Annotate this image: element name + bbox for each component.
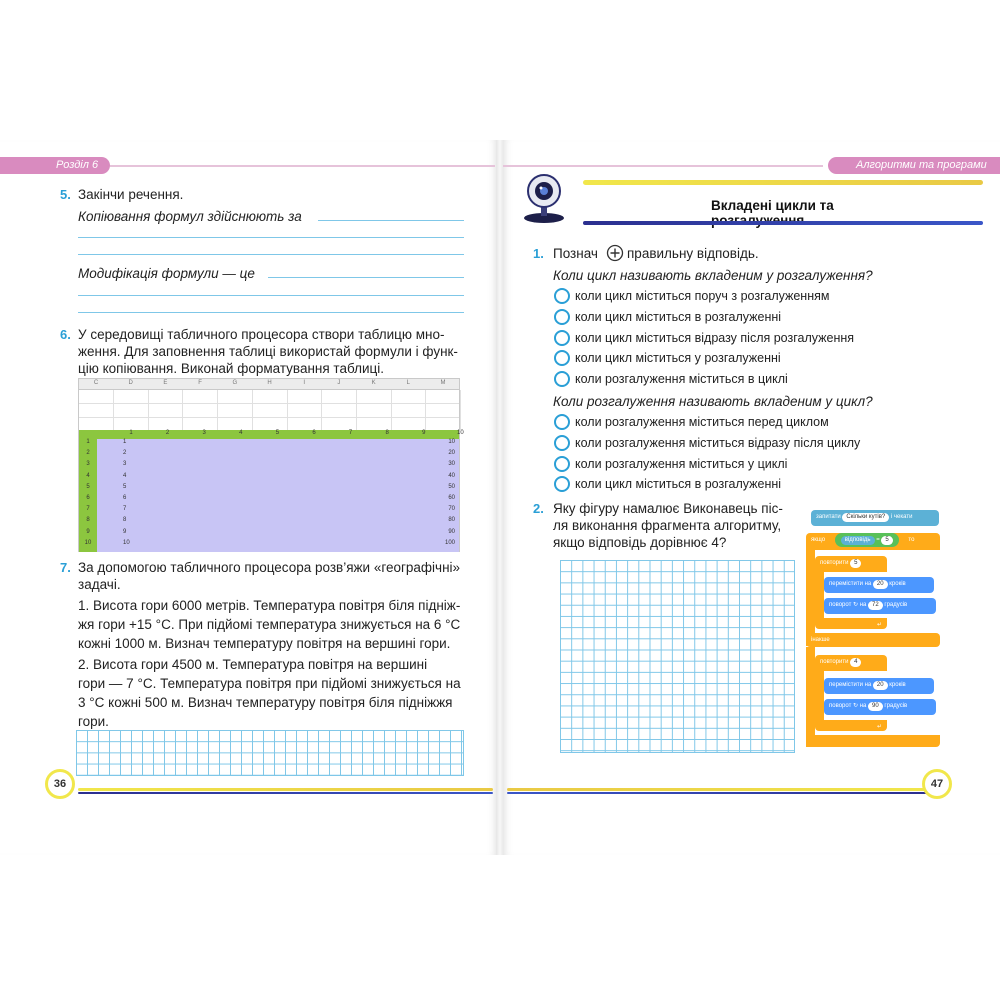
answer-radio[interactable] — [554, 288, 570, 304]
sheet-grid-line — [356, 390, 357, 430]
task-number: 7. — [60, 560, 71, 575]
block-input: 90 — [868, 702, 883, 711]
problem-text: гори — 7 °C. Температура повітря при підйомі знижується на — [78, 676, 461, 691]
sheet-row-number: 3 — [86, 461, 90, 468]
sheet-grid-line — [252, 390, 253, 430]
sheet-cell-value: 10 — [448, 439, 455, 445]
footer-line-yellow — [507, 788, 927, 791]
answer-option-label: коли розгалуження міститься перед циклом — [575, 415, 829, 429]
footer-line-yellow — [78, 788, 493, 791]
task-text: ження. Для заповнення таблиці використай формули і функ- — [78, 344, 458, 359]
task-text: Яку фігуру намалює Виконавець піс- — [553, 501, 783, 516]
sheet-cell-value: 40 — [448, 472, 455, 479]
open-book — [0, 140, 1000, 860]
rotate-right-icon: ↻ — [853, 703, 859, 709]
task-number: 2. — [533, 501, 544, 516]
task-number: 6. — [60, 327, 71, 342]
header-line — [110, 165, 495, 167]
section-tab-label: Розділ 6 — [56, 159, 99, 171]
lesson-title-box — [563, 180, 875, 228]
block-label: поворот — [829, 602, 852, 608]
sheet-column-letter: H — [267, 380, 272, 386]
task-text: цію копіювання. Виконай форматування таблиці. — [78, 361, 384, 376]
sheet-cell-value: 8 — [123, 517, 127, 524]
sheet-cell-value: 2 — [123, 450, 127, 457]
sheet-grid-line — [391, 390, 392, 430]
block-label: кроків — [889, 682, 906, 688]
answer-option-label: коли цикл міститься в розгалуженні — [575, 309, 782, 324]
question: Коли розгалуження називають вкладеним у цикл? — [553, 394, 873, 409]
sheet-cell-value: 80 — [448, 517, 455, 524]
sheet-column-letter: J — [337, 380, 341, 386]
block-label: і чекати — [890, 514, 913, 520]
section-tab — [0, 157, 110, 174]
title-bar-yellow — [583, 180, 983, 185]
block-input: 4 — [850, 658, 861, 667]
answer-line[interactable] — [78, 295, 464, 296]
sheet-cell-value: 10 — [123, 539, 130, 546]
footer-line-blue — [507, 792, 927, 794]
sheet-row-number: 8 — [86, 517, 90, 524]
sheet-column-letter: K — [371, 380, 376, 386]
repeat-block-end — [815, 618, 887, 629]
title-bar-blue — [583, 221, 983, 225]
task-prompt-end: правильну відповідь. — [627, 246, 759, 261]
left-page — [0, 140, 497, 855]
turn-block — [824, 598, 936, 614]
block-label: інакше — [811, 637, 830, 643]
repeat-block-arm — [815, 572, 824, 622]
sheet-cell-value: 100 — [444, 539, 455, 546]
sheet-cell-value: 30 — [448, 461, 455, 468]
answer-radio[interactable] — [554, 371, 570, 387]
answer-grid[interactable] — [76, 730, 464, 776]
sheet-grid-line — [217, 390, 218, 430]
answer-option-label: коли розгалуження міститься у циклі — [575, 456, 788, 471]
sheet-cell-value: 3 — [123, 461, 127, 468]
block-label: на — [859, 703, 867, 709]
problem-text: кожні 1000 м. Визнач температуру повітря на вершині гори. — [78, 636, 451, 651]
move-block — [824, 577, 934, 593]
block-label: кроків — [889, 581, 906, 587]
sheet-row-number: 10 — [84, 539, 92, 546]
block-input: 5 — [850, 559, 861, 568]
sheet-header-number: 10 — [457, 430, 464, 436]
task-number: 1. — [533, 246, 544, 261]
block-label: перемістити на — [829, 682, 872, 688]
sheet-cell-value: 9 — [123, 528, 127, 535]
sheet-cell-value: 7 — [123, 506, 127, 513]
answer-line[interactable] — [78, 237, 464, 238]
task-text: задачі. — [78, 577, 121, 592]
sentence-start: Копіювання формул здійснюють за — [78, 209, 302, 224]
sheet-row-number: 6 — [86, 495, 90, 501]
sheet-cell-value: 90 — [448, 528, 455, 535]
rotate-right-icon: ↻ — [853, 602, 859, 608]
sheet-cell-value: 50 — [448, 483, 455, 490]
if-block-end — [806, 735, 940, 747]
sheet-row-line — [79, 417, 459, 418]
block-label: запитати — [816, 514, 841, 520]
answer-radio[interactable] — [554, 309, 570, 325]
move-block — [824, 678, 934, 694]
sheet-grid-line — [287, 390, 288, 430]
block-label: поворот — [829, 703, 852, 709]
section-tab-label: Алгоритми та програми — [856, 159, 987, 171]
sheet-header-number: 2 — [165, 430, 170, 436]
answer-option-label: коли розгалуження міститься в циклі — [575, 372, 788, 387]
answer-option-label: коли цикл міститься відразу після розгалуження — [575, 330, 855, 345]
task-number: 5. — [60, 187, 71, 202]
repeat-block — [815, 556, 887, 572]
sheet-column-letter: F — [198, 380, 202, 386]
problem-text: гори. — [78, 714, 109, 729]
footer-line-blue — [78, 792, 493, 794]
block-input: Скільки кутів? — [842, 513, 889, 522]
sheet-column-letter: D — [128, 380, 133, 386]
sheet-row-number: 4 — [86, 472, 90, 479]
sheet-grid-line — [460, 390, 461, 430]
sheet-cell-value: 20 — [448, 450, 455, 457]
answer-line[interactable] — [318, 220, 464, 221]
sheet-grid-line — [113, 390, 114, 430]
spreadsheet-image — [78, 378, 464, 552]
sheet-header-number: 1 — [129, 430, 133, 436]
sheet-cell-value: 4 — [123, 472, 127, 479]
sentence-start: Модифікація формули — це — [78, 266, 255, 281]
task-text: якщо відповідь дорівнює 4? — [553, 535, 727, 550]
answer-reporter: відповідь — [841, 536, 875, 545]
if-block-arm — [806, 550, 815, 646]
block-input: 20 — [873, 580, 888, 589]
if-block — [806, 533, 940, 550]
sheet-row-line — [79, 403, 459, 404]
sheet-column-letter: G — [232, 380, 238, 386]
answer-radio[interactable] — [554, 350, 570, 366]
answer-radio[interactable] — [554, 435, 570, 451]
block-label: перемістити на — [829, 581, 872, 587]
answer-line[interactable] — [78, 254, 464, 255]
answer-line[interactable] — [268, 277, 464, 278]
sheet-grid-line — [148, 390, 149, 430]
question: Коли цикл називають вкладеним у розгалуження? — [553, 268, 873, 283]
section-tab — [828, 157, 1000, 174]
block-label: = — [876, 537, 880, 543]
sheet-column-letter: C — [93, 380, 99, 386]
block-label: повторити — [820, 659, 849, 665]
drawing-grid[interactable] — [560, 560, 795, 753]
repeat-block-arm — [815, 671, 824, 727]
sheet-grid-line — [321, 390, 322, 430]
ask-block — [811, 510, 939, 526]
block-label: на — [859, 602, 867, 608]
task-text: У середовищі табличного процесора створи таблицю мно- — [78, 327, 445, 342]
turn-block — [824, 699, 936, 715]
task-text: ля виконання фрагмента алгоритму, — [553, 518, 782, 533]
sheet-row-number: 2 — [86, 450, 90, 457]
block-label: градусів — [884, 703, 908, 709]
answer-line[interactable] — [78, 312, 464, 313]
lesson-title: Вкладені цикли та — [711, 198, 834, 213]
sheet-cell-value: 1 — [123, 439, 127, 445]
sheet-header-number: 4 — [239, 430, 243, 436]
block-input: 5 — [881, 536, 892, 545]
page-number: 47 — [922, 769, 952, 799]
sheet-column-letter: M — [440, 380, 446, 386]
sheet-header-number: 7 — [348, 430, 353, 436]
block-label: градусів — [884, 602, 908, 608]
block-label: повторити — [820, 560, 849, 566]
answer-radio[interactable] — [554, 476, 570, 492]
sheet-cell-value: 5 — [123, 483, 127, 490]
webcam-icon — [521, 172, 567, 224]
right-page — [503, 140, 1000, 855]
page-number: 36 — [45, 769, 75, 799]
problem-text: 2. Висота гори 4500 м. Температура повітря на вершині — [78, 657, 428, 672]
answer-option-label: коли цикл міститься в розгалуженні — [575, 477, 782, 492]
answer-radio[interactable] — [554, 414, 570, 430]
sheet-header-number: 9 — [422, 430, 426, 436]
sheet-cell-value: 60 — [448, 495, 455, 501]
task-prompt: Закінчи речення. — [78, 187, 184, 202]
sheet-row-number: 7 — [86, 506, 90, 513]
problem-text: 3 °C кожні 500 м. Визнач температуру повітря біля підніжжя — [78, 695, 453, 710]
sheet-cell-value: 70 — [448, 506, 455, 513]
answer-option-label: коли розгалуження міститься відразу після циклу — [575, 435, 861, 450]
sheet-header-number: 3 — [202, 430, 206, 436]
answer-radio[interactable] — [554, 456, 570, 472]
else-label — [806, 633, 940, 647]
block-label: то — [908, 537, 915, 543]
sheet-cell-value: 6 — [123, 495, 127, 501]
sheet-column-letter: I — [303, 380, 306, 386]
sheet-header-number: 8 — [385, 430, 389, 436]
sheet-row-number: 9 — [86, 528, 90, 535]
sheet-grid-line — [425, 390, 426, 430]
header-line — [503, 165, 823, 167]
problem-text: 1. Висота гори 6000 метрів. Температура повітря біля підніж- — [78, 598, 461, 613]
sheet-header-number: 6 — [312, 430, 316, 436]
sheet-row-number: 1 — [86, 439, 90, 445]
task-text: За допомогою табличного процесора розв’яжи «географічні» — [78, 560, 461, 575]
block-label: якщо — [811, 537, 826, 543]
sheet-header-number: 5 — [275, 430, 280, 436]
problem-text: жя гори +15 °C. При підйомі температура знижується на 6 °C — [78, 617, 461, 632]
repeat-block-end — [815, 720, 887, 731]
sheet-row-number: 5 — [86, 483, 90, 490]
block-input: 72 — [868, 601, 883, 610]
sheet-grid-line — [182, 390, 183, 430]
answer-option-label: коли цикл міститься поруч з розгалуженням — [575, 289, 830, 303]
sheet-column-letter: L — [406, 380, 410, 386]
repeat-block — [815, 655, 887, 671]
loop-arrow-icon: ↵ — [876, 724, 882, 730]
sheet-table-body — [97, 439, 459, 552]
plus-circle-icon — [606, 244, 624, 262]
task-prompt-start: Познач — [553, 246, 598, 261]
else-block-arm — [806, 647, 815, 747]
answer-option-label: коли цикл міститься у розгалуженні — [575, 351, 781, 366]
sheet-column-letter: E — [163, 380, 168, 386]
block-input: 20 — [873, 681, 888, 690]
answer-radio[interactable] — [554, 330, 570, 346]
loop-arrow-icon: ↵ — [876, 622, 882, 628]
